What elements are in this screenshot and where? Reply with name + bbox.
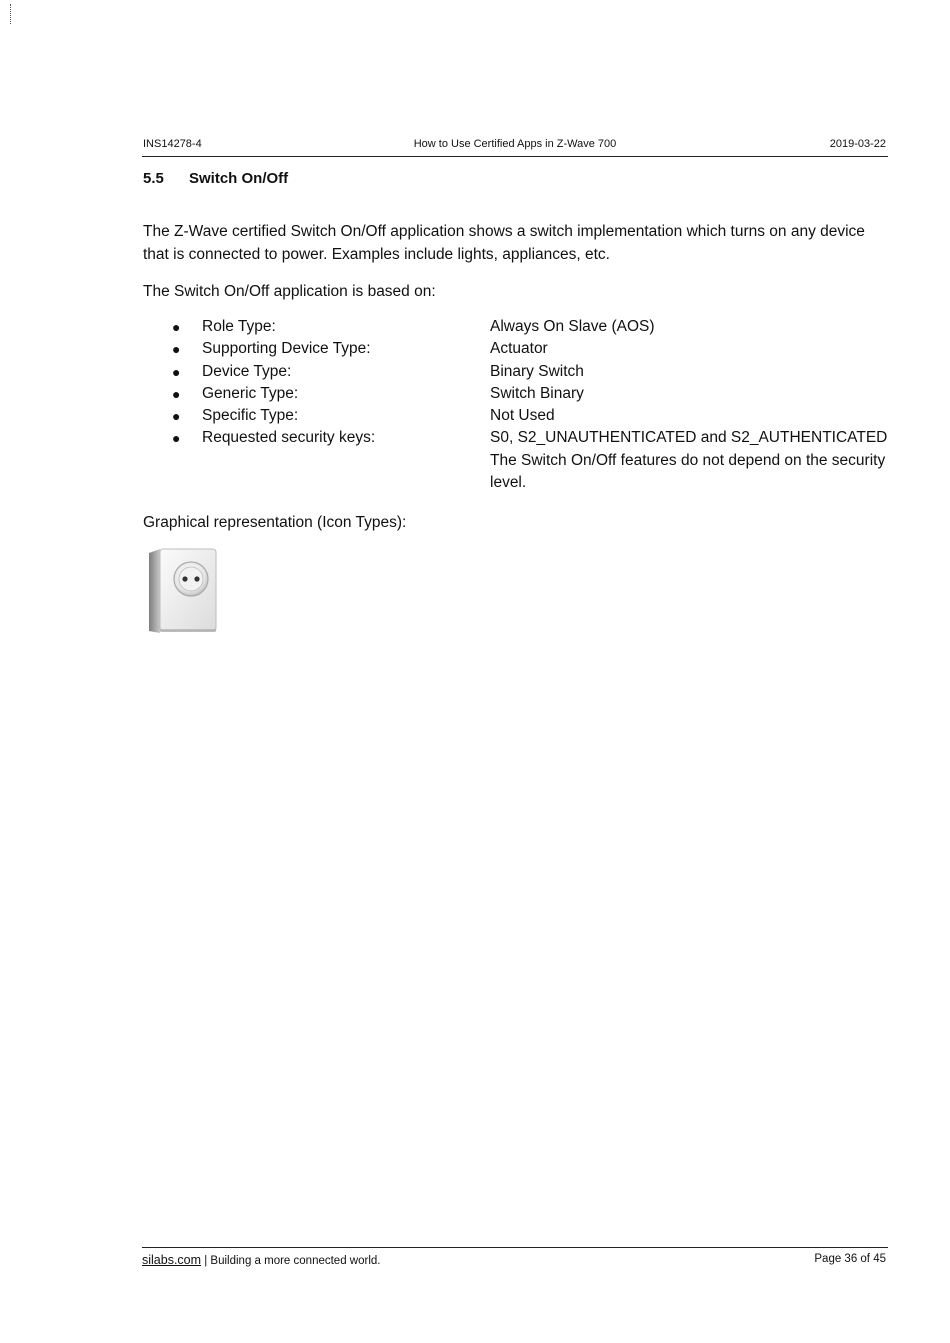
spec-value: Switch Binary: [490, 384, 584, 402]
spec-list: [170, 316, 890, 494]
spec-value: Not Used: [490, 407, 555, 425]
doc-title: How to Use Certified Apps in Z-Wave 700: [413, 138, 617, 150]
section-heading: [143, 170, 288, 187]
doc-id: INS14278-4: [143, 138, 202, 150]
list-item: [170, 427, 890, 494]
bullet-icon: ●: [172, 341, 181, 358]
corner-mark: [10, 4, 11, 24]
bullet-icon: ●: [172, 363, 181, 380]
spec-value-text: S0, S2_UNAUTHENTICATED and S2_AUTHENTICATED: [490, 429, 888, 447]
intro-paragraph: The Z-Wave certified Switch On/Off application shows a switch implementation which turns on any device that is connected to power. Examples include lights, appliances, etc.: [143, 223, 865, 263]
spec-label: Specific Type:: [202, 407, 299, 425]
spec-note: The Switch On/Off features do not depend on the security level.: [490, 451, 886, 492]
bullet-icon: ●: [172, 385, 181, 402]
spec-label: Requested security keys:: [202, 429, 376, 447]
spec-label: Role Type:: [202, 318, 276, 335]
page-header: [142, 138, 888, 157]
bullet-icon: ●: [172, 319, 181, 335]
site-link[interactable]: silabs.com: [142, 1253, 202, 1267]
list-item: [170, 338, 890, 360]
section-number: 5.5: [143, 170, 164, 187]
section-title: Switch On/Off: [189, 170, 289, 187]
footer-tagline: | Building a more connected world.: [201, 1255, 381, 1267]
spec-value: Actuator: [490, 340, 548, 358]
bullet-icon: ●: [172, 430, 181, 447]
power-outlet-icon: [146, 545, 222, 637]
based-on-paragraph: The Switch On/Off application is based on:: [143, 283, 436, 300]
list-item: [170, 383, 890, 405]
list-item: [170, 361, 890, 383]
spec-value: Always On Slave (AOS): [490, 318, 655, 335]
graphical-representation-label: Graphical representation (Icon Types):: [143, 514, 407, 531]
list-item: [170, 405, 890, 427]
page-number: Page 36 of 45: [814, 1253, 886, 1265]
spec-label: Device Type:: [202, 362, 292, 380]
spec-label: Generic Type:: [202, 384, 299, 402]
spec-value: [490, 427, 890, 494]
spec-value: Binary Switch: [490, 362, 584, 380]
doc-date: 2019-03-22: [829, 138, 886, 150]
spec-label: Supporting Device Type:: [202, 340, 371, 358]
page-footer: [142, 1247, 888, 1267]
bullet-icon: ●: [172, 408, 181, 425]
list-item: [170, 316, 890, 338]
